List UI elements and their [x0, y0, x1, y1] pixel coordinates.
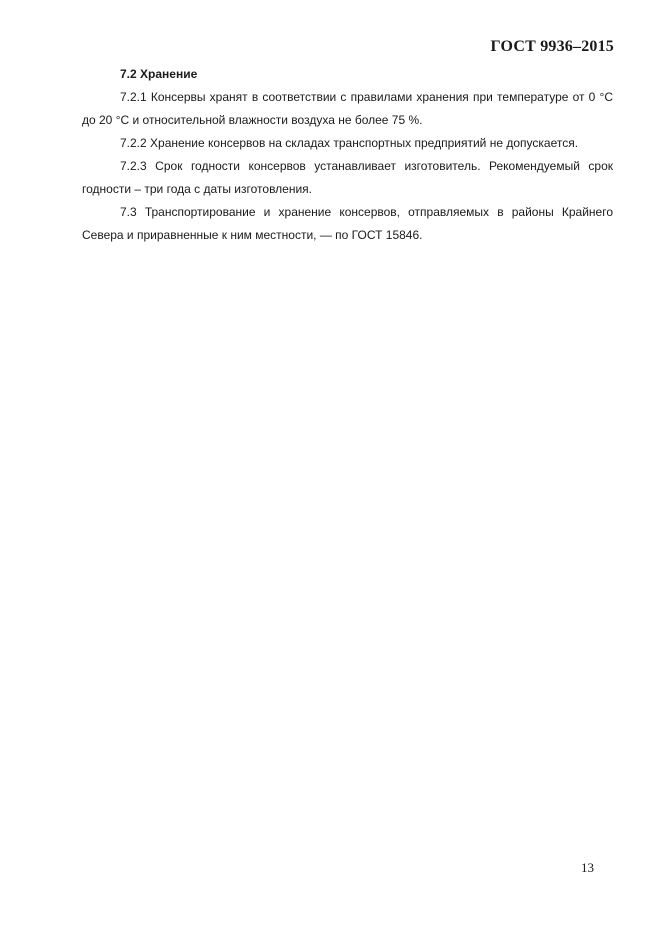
paragraph-7-3: 7.3 Транспортирование и хранение консервов, отправляемых в районы Крайнего Севера и приравненные к ним местности, — по ГОСТ 15846.: [82, 205, 613, 242]
paragraph-7-2-1: 7.2.1 Консервы хранят в соответствии с правилами хранения при температуре от 0 °С до 20 °С и относительной влажности воздуха не более 75 %.: [82, 90, 613, 127]
document-body: [82, 63, 613, 247]
page-number: 13: [581, 860, 594, 875]
paragraph-7-2-2: 7.2.2 Хранение консервов на складах транспортных предприятий не допускается.: [120, 136, 579, 150]
section-heading: 7.2 Хранение: [120, 67, 198, 81]
paragraph-7-2-3: 7.2.3 Срок годности консервов устанавливает изготовитель. Рекомендуемый срок годности – три года с даты изготовления.: [82, 159, 613, 196]
document-code-header: ГОСТ 9936–2015: [490, 38, 614, 55]
